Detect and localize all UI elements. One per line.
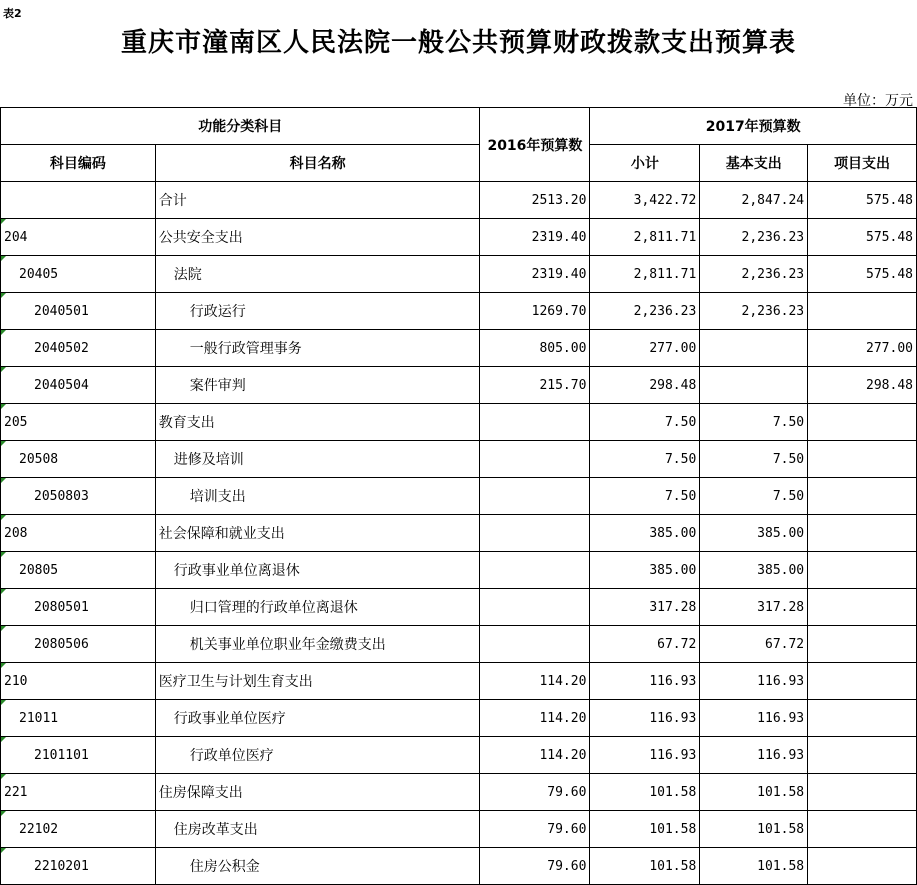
cell-project-expense	[808, 737, 917, 774]
cell-subject-name: 公共安全支出	[155, 219, 480, 256]
table-row	[1, 848, 917, 885]
cell-subject-name: 法院	[155, 256, 480, 293]
cell-project-expense	[808, 404, 917, 441]
cell-basic-expense: 67.72	[700, 626, 808, 663]
cell-2016-budget	[480, 404, 590, 441]
cell-project-expense	[808, 441, 917, 478]
cell-2016-budget: 79.60	[480, 811, 590, 848]
cell-subject-name: 社会保障和就业支出	[155, 515, 480, 552]
cell-subject-name: 归口管理的行政单位离退休	[155, 589, 480, 626]
cell-project-expense	[808, 626, 917, 663]
unit-label: 单位：万元	[843, 93, 913, 109]
table-row	[1, 478, 917, 515]
cell-subject-name: 住房公积金	[155, 848, 480, 885]
cell-project-expense: 575.48	[808, 219, 917, 256]
header-2017-budget: 2017年预算数	[590, 108, 917, 145]
cell-basic-expense: 101.58	[700, 774, 808, 811]
cell-subject-name: 行政单位医疗	[155, 737, 480, 774]
cell-basic-expense	[700, 367, 808, 404]
cell-subject-name: 一般行政管理事务	[155, 330, 480, 367]
cell-subject-name: 机关事业单位职业年金缴费支出	[155, 626, 480, 663]
cell-subject-code: 20805	[1, 552, 156, 589]
cell-2016-budget: 79.60	[480, 848, 590, 885]
cell-subject-name: 行政运行	[155, 293, 480, 330]
cell-subject-name: 医疗卫生与计划生育支出	[155, 663, 480, 700]
cell-2016-budget: 215.70	[480, 367, 590, 404]
cell-project-expense	[808, 478, 917, 515]
cell-subject-code: 2040504	[1, 367, 156, 404]
cell-2016-budget: 114.20	[480, 700, 590, 737]
header-subject-code: 科目编码	[1, 145, 156, 182]
cell-2016-budget: 2513.20	[480, 182, 590, 219]
cell-2016-budget: 805.00	[480, 330, 590, 367]
cell-basic-expense: 385.00	[700, 552, 808, 589]
table-row	[1, 219, 917, 256]
cell-subtotal: 277.00	[590, 330, 700, 367]
header-project-expense: 项目支出	[808, 145, 917, 182]
cell-subject-code	[1, 182, 156, 219]
cell-2016-budget	[480, 552, 590, 589]
cell-subject-name: 住房改革支出	[155, 811, 480, 848]
cell-subtotal: 101.58	[590, 848, 700, 885]
cell-2016-budget: 114.20	[480, 663, 590, 700]
table-row	[1, 626, 917, 663]
table-row	[1, 256, 917, 293]
cell-subject-code: 20508	[1, 441, 156, 478]
cell-basic-expense: 7.50	[700, 441, 808, 478]
table-row	[1, 182, 917, 219]
cell-subject-name: 合计	[155, 182, 480, 219]
cell-basic-expense: 385.00	[700, 515, 808, 552]
table-row	[1, 700, 917, 737]
cell-subtotal: 116.93	[590, 663, 700, 700]
cell-subject-code: 2080501	[1, 589, 156, 626]
table-row	[1, 441, 917, 478]
cell-2016-budget	[480, 441, 590, 478]
header-subject-name: 科目名称	[155, 145, 480, 182]
table-row	[1, 293, 917, 330]
cell-subtotal: 7.50	[590, 478, 700, 515]
cell-2016-budget: 2319.40	[480, 219, 590, 256]
cell-subject-code: 20405	[1, 256, 156, 293]
cell-subtotal: 317.28	[590, 589, 700, 626]
cell-subtotal: 2,811.71	[590, 219, 700, 256]
cell-subtotal: 116.93	[590, 737, 700, 774]
cell-project-expense	[808, 552, 917, 589]
cell-subtotal: 385.00	[590, 552, 700, 589]
cell-basic-expense: 116.93	[700, 737, 808, 774]
cell-subject-name: 进修及培训	[155, 441, 480, 478]
cell-subject-code: 210	[1, 663, 156, 700]
cell-basic-expense: 116.93	[700, 700, 808, 737]
header-2016-budget: 2016年预算数	[480, 108, 590, 182]
cell-basic-expense: 2,236.23	[700, 219, 808, 256]
table-row	[1, 330, 917, 367]
cell-subject-code: 2210201	[1, 848, 156, 885]
cell-project-expense	[808, 293, 917, 330]
cell-2016-budget	[480, 589, 590, 626]
cell-2016-budget: 79.60	[480, 774, 590, 811]
cell-subtotal: 7.50	[590, 441, 700, 478]
cell-2016-budget: 1269.70	[480, 293, 590, 330]
table-row	[1, 589, 917, 626]
cell-subject-code: 2101101	[1, 737, 156, 774]
cell-subject-code: 2050803	[1, 478, 156, 515]
cell-basic-expense: 317.28	[700, 589, 808, 626]
cell-basic-expense	[700, 330, 808, 367]
cell-subtotal: 385.00	[590, 515, 700, 552]
cell-subtotal: 3,422.72	[590, 182, 700, 219]
page-title: 重庆市潼南区人民法院一般公共预算财政拨款支出预算表	[120, 28, 796, 58]
cell-basic-expense: 2,236.23	[700, 256, 808, 293]
cell-project-expense: 575.48	[808, 256, 917, 293]
cell-subtotal: 67.72	[590, 626, 700, 663]
cell-2016-budget: 114.20	[480, 737, 590, 774]
table-row	[1, 404, 917, 441]
cell-subtotal: 101.58	[590, 774, 700, 811]
cell-project-expense	[808, 700, 917, 737]
cell-2016-budget	[480, 515, 590, 552]
cell-subject-name: 教育支出	[155, 404, 480, 441]
cell-subject-name: 行政事业单位医疗	[155, 700, 480, 737]
cell-project-expense: 575.48	[808, 182, 917, 219]
cell-subtotal: 2,811.71	[590, 256, 700, 293]
cell-subject-code: 21011	[1, 700, 156, 737]
cell-project-expense: 277.00	[808, 330, 917, 367]
table-tag: 表2	[3, 7, 22, 20]
cell-basic-expense: 101.58	[700, 848, 808, 885]
cell-basic-expense: 101.58	[700, 811, 808, 848]
cell-subtotal: 101.58	[590, 811, 700, 848]
cell-subject-name: 行政事业单位离退休	[155, 552, 480, 589]
cell-subject-code: 2040502	[1, 330, 156, 367]
cell-subject-code: 221	[1, 774, 156, 811]
cell-subject-name: 住房保障支出	[155, 774, 480, 811]
cell-basic-expense: 7.50	[700, 404, 808, 441]
cell-subject-code: 204	[1, 219, 156, 256]
header-function-category: 功能分类科目	[1, 108, 480, 145]
cell-basic-expense: 2,236.23	[700, 293, 808, 330]
table-row	[1, 811, 917, 848]
cell-basic-expense: 7.50	[700, 478, 808, 515]
table-row	[1, 552, 917, 589]
cell-subject-code: 208	[1, 515, 156, 552]
header-subtotal: 小计	[590, 145, 700, 182]
cell-project-expense	[808, 848, 917, 885]
cell-project-expense	[808, 811, 917, 848]
cell-basic-expense: 2,847.24	[700, 182, 808, 219]
cell-subject-name: 培训支出	[155, 478, 480, 515]
cell-subject-code: 2040501	[1, 293, 156, 330]
cell-subject-name: 案件审判	[155, 367, 480, 404]
cell-project-expense	[808, 663, 917, 700]
cell-2016-budget	[480, 626, 590, 663]
cell-project-expense	[808, 589, 917, 626]
header-basic-expense: 基本支出	[700, 145, 808, 182]
cell-2016-budget: 2319.40	[480, 256, 590, 293]
budget-table	[0, 107, 917, 885]
cell-basic-expense: 116.93	[700, 663, 808, 700]
table-row	[1, 515, 917, 552]
table-row	[1, 774, 917, 811]
cell-project-expense: 298.48	[808, 367, 917, 404]
cell-subject-code: 2080506	[1, 626, 156, 663]
table-row	[1, 737, 917, 774]
cell-subtotal: 7.50	[590, 404, 700, 441]
cell-subject-code: 22102	[1, 811, 156, 848]
cell-subtotal: 116.93	[590, 700, 700, 737]
cell-subject-code: 205	[1, 404, 156, 441]
cell-project-expense	[808, 774, 917, 811]
cell-subtotal: 2,236.23	[590, 293, 700, 330]
cell-2016-budget	[480, 478, 590, 515]
table-row	[1, 367, 917, 404]
cell-project-expense	[808, 515, 917, 552]
table-row	[1, 663, 917, 700]
cell-subtotal: 298.48	[590, 367, 700, 404]
